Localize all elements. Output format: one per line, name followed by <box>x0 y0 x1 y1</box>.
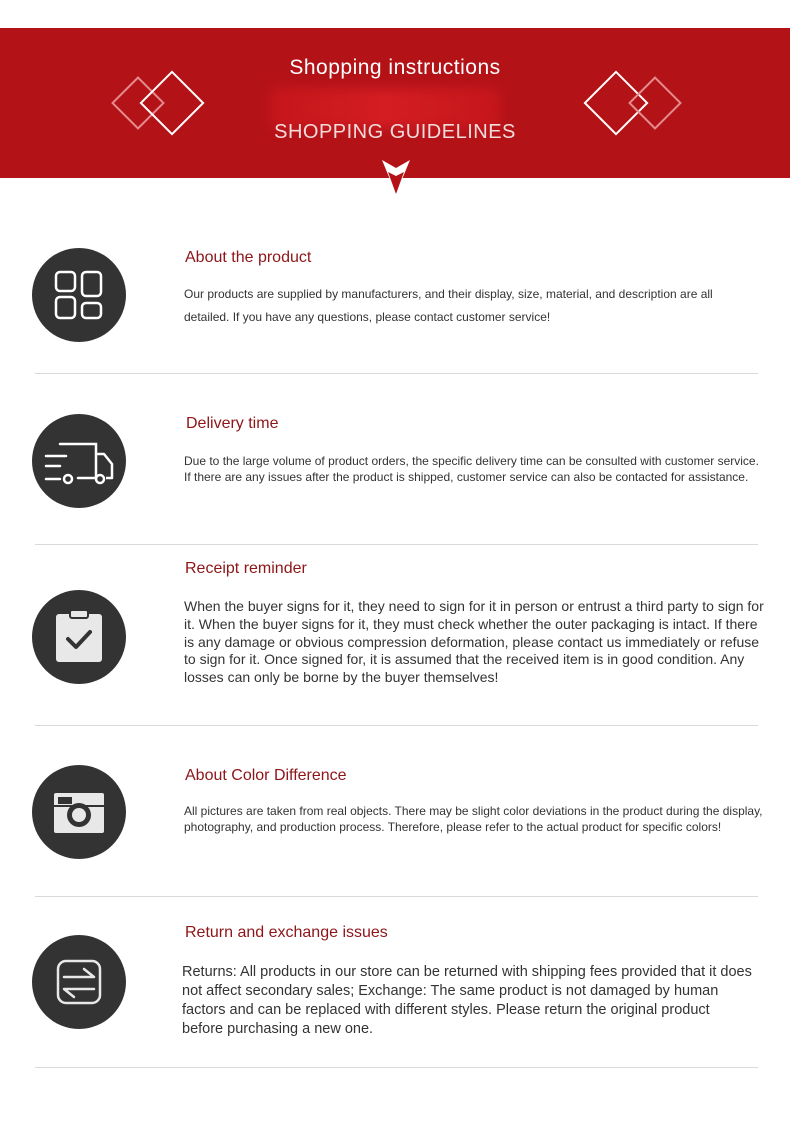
section-title-delivery: Delivery time <box>186 415 279 432</box>
section-text-delivery: Due to the large volume of product orders, the specific delivery time can be consulted with customer service. If there are any issues after the product is shipped, customer service can also be contacted for assistance. <box>184 454 759 484</box>
section-title-return: Return and exchange issues <box>185 924 388 941</box>
grid-icon <box>32 248 126 342</box>
delivery-truck-icon <box>32 414 126 508</box>
section-text-color: All pictures are taken from real objects. There may be slight color deviations in the product during the display, photography, and production process. Therefore, please refer to the actual product for specific colors! <box>184 804 763 834</box>
divider <box>35 373 758 374</box>
header-banner <box>0 28 790 178</box>
clipboard-check-icon <box>32 590 126 684</box>
divider <box>35 725 758 726</box>
section-title-receipt: Receipt reminder <box>185 560 307 577</box>
diamond-decoration-right <box>580 68 690 138</box>
pointer-arrow-icon <box>382 160 410 196</box>
exchange-arrows-icon <box>32 935 126 1029</box>
divider <box>35 896 758 897</box>
page-subtitle: SHOPPING GUIDELINES <box>274 121 516 143</box>
section-text-return: Returns: All products in our store can be returned with shipping fees provided that it does not affect secondary sales; Exchange: The same product is not damaged by human factors and can be replaced with different styles. Please return the original product before purchasing a new one. <box>182 964 752 1037</box>
section-text-product: Our products are supplied by manufacturers, and their display, size, material, and description are all detailed. If you have any questions, please contact customer service! <box>184 287 713 324</box>
section-text-receipt: When the buyer signs for it, they need to sign for it in person or entrust a third party to sign for it. When the buyer signs for it, they must check whether the outer packaging is intact. If there is any damage or obvious compression deformation, please contact us immediately or refuse to sign for it. Once signed for, it is assumed that the received item is in good condition. Any losses can only be borne by the buyer themselves! <box>184 598 764 686</box>
camera-icon <box>32 765 126 859</box>
section-title-color: About Color Difference <box>185 767 347 784</box>
page-title: Shopping instructions <box>289 56 501 79</box>
divider <box>35 1067 758 1068</box>
section-title-product: About the product <box>185 249 312 266</box>
divider <box>35 544 758 545</box>
